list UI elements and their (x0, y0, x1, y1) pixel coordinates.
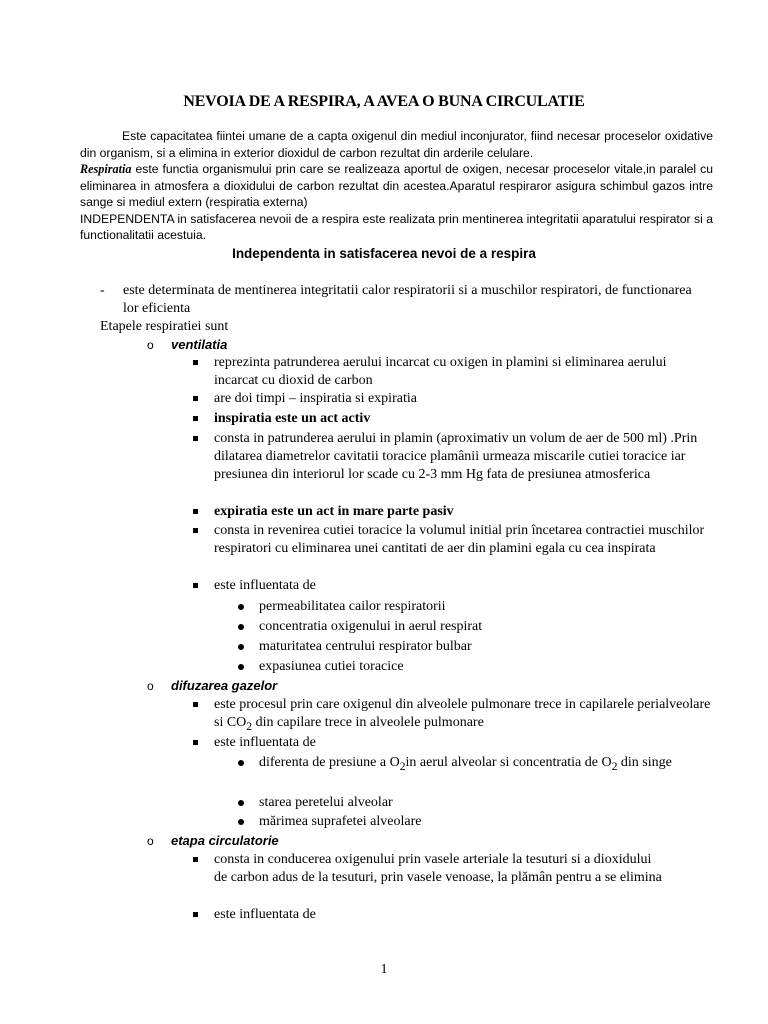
list-item-text: maturitatea centrului respirator bulbar (259, 639, 472, 654)
text-segment: din capilare trece in alveolele pulmonare (252, 715, 484, 730)
dash-item-text: este determinata de mentinerea integritatii calor respiratorii si a muschilor respiratori, de functionarea lor eficienta (123, 283, 692, 316)
square-bullet-icon (193, 416, 198, 421)
respiratia-definition: este functia organismului prin care se realizeaza aportul de oxigen, necesar proceselor vitale,in paralel cu eliminarea in atmosfera a dioxidului de carbon rezultat din acestea.Aparatul respiraror asigura schimbul gazos intre sange si mediul extern (respiratia externa) (80, 162, 713, 209)
document-title: NEVOIA DE A RESPIRA, A AVEA O BUNA CIRCULATIE (183, 93, 585, 110)
text-segment: din singe (617, 755, 672, 770)
square-bullet-icon (193, 583, 198, 588)
subscript: 2 (399, 759, 406, 773)
square-bullet-icon (193, 857, 198, 862)
text-segment: in aerul alveolar si concentratia de O (405, 755, 612, 770)
square-bullet-icon (193, 396, 198, 401)
term-respiratia: Respiratia (80, 162, 132, 176)
stage-label-circulatorie: etapa circulatorie (171, 833, 279, 848)
square-bullet-icon (193, 912, 198, 917)
intro-section (80, 128, 713, 244)
round-bullet-icon (238, 800, 244, 806)
list-item-text: reprezinta patrunderea aerului incarcat cu oxigen in plamini si eliminarea aerului incarcat cu dioxid de carbon (214, 355, 667, 388)
square-bullet-icon (193, 702, 198, 707)
circle-marker: o (147, 679, 154, 693)
list-item-text: permeabilitatea cailor respiratorii (259, 599, 446, 614)
list-item-text: expiratia este un act in mare parte pasiv (214, 504, 454, 519)
square-bullet-icon (193, 509, 198, 514)
list-item-text: concentratia oxigenului in aerul respirat (259, 619, 483, 634)
list-item-text: expasiunea cutiei toracice (259, 659, 404, 674)
list-item-text: este influentata de (214, 907, 316, 922)
round-bullet-icon (238, 819, 244, 825)
list-item-text: este influentata de (214, 735, 316, 750)
intro-paragraph-independenta: INDEPENDENTA in satisfacerea nevoii de a respira este realizata prin mentinerea integritatii aparatului respirator si a functionalitatii acestuia. (80, 211, 713, 242)
list-item-text: mărimea suprafetei alveolare (259, 814, 422, 829)
text-segment: diferenta de presiune a O (259, 755, 400, 770)
section-subheading: Independenta in satisfacerea nevoi de a respira (232, 246, 536, 261)
square-bullet-icon (193, 740, 198, 745)
list-item-text: consta in revenirea cutiei toracice la volumul initial prin încetarea contractiei muschilor respiratori cu eliminarea unei cantitati de aer din plamini egala cu cea inspirata (214, 523, 705, 556)
subscript: 2 (611, 759, 618, 773)
list-item-text: consta in conducerea oxigenului prin vasele arteriale la tesuturi si a dioxidului de carbon adus de la tesuturi, prin vasele venoase, la plămân pentru a se elimina (214, 852, 662, 885)
square-bullet-icon (193, 436, 198, 441)
dash-marker: - (100, 283, 105, 298)
page-number: 1 (380, 962, 388, 977)
text-segment: este procesul prin care oxigenul din alveolele pulmonare trece in capilarele perialveolare si CO (214, 697, 711, 730)
list-item-text (259, 754, 709, 776)
stage-label-ventilatia: ventilatia (171, 337, 228, 352)
round-bullet-icon (238, 664, 244, 670)
stage-label-difuzarea: difuzarea gazelor (171, 678, 278, 693)
intro-paragraph-respiratia (80, 161, 713, 211)
circle-marker: o (147, 834, 154, 848)
list-item-text: este influentata de (214, 578, 316, 593)
list-item-text: starea peretelui alveolar (259, 795, 393, 810)
round-bullet-icon (238, 604, 244, 610)
etape-label: Etapele respiratiei sunt (100, 319, 229, 334)
intro-paragraph-definition: Este capacitatea fiintei umane de a capta oxigenul din mediul inconjurator, fiind necesar proceselor oxidative din organism, si a elimina in exterior dioxidul de carbon rezultat din arderile celulare. (80, 129, 713, 160)
round-bullet-icon (238, 624, 244, 630)
subscript: 2 (246, 719, 253, 733)
circle-marker: o (147, 338, 154, 352)
round-bullet-icon (238, 644, 244, 650)
round-bullet-icon (238, 760, 244, 766)
list-item-text: are doi timpi – inspiratia si expiratia (214, 391, 417, 406)
square-bullet-icon (193, 528, 198, 533)
list-item-text (214, 696, 714, 736)
square-bullet-icon (193, 360, 198, 365)
list-item-text: consta in patrunderea aerului in plamin (aproximativ un volum de aer de 500 ml) .Prin dilatarea diametrelor cavitatii toracice plamânii urmeaza miscarile cutiei toracice iar presiunea din interiorul lor scade cu 2-3 mm Hg fata de presiunea atmosferica (214, 431, 698, 482)
list-item-text: inspiratia este un act activ (214, 411, 371, 426)
